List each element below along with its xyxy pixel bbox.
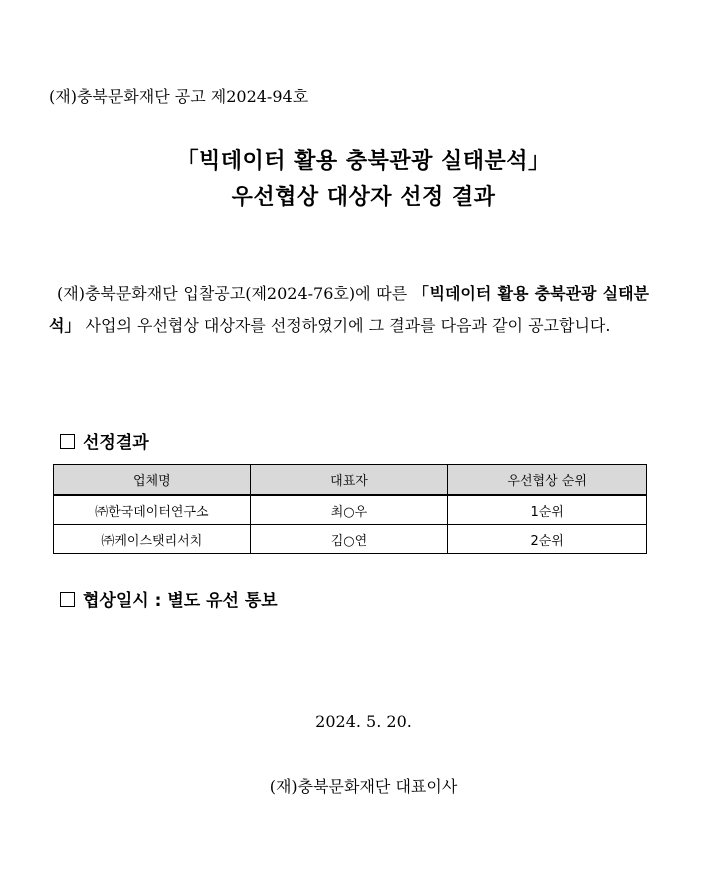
document-title-line2: 우선협상 대상자 선정 결과 (231, 185, 496, 210)
body-text-part2: 사업의 우선협상 대상자를 선정하였기에 그 결과를 다음과 같이 공고합니다. (80, 316, 611, 335)
results-heading-label: 선정결과 (83, 433, 149, 453)
table-row (54, 495, 647, 525)
rank-cell: 1순위 (448, 495, 647, 525)
table-header-row (54, 465, 647, 496)
representative-cell: 최○우 (250, 495, 448, 525)
issuer-signature: (재)충북문화재단 대표이사 (269, 777, 458, 796)
body-text-part1: (재)충북문화재단 입찰공고(제2024-76호)에 따른 (57, 284, 413, 303)
document-title-line1: 「빅데이터 활용 충북관광 실태분석」 (176, 149, 551, 174)
representative-cell: 김○연 (250, 525, 448, 554)
schedule-section-heading (60, 586, 278, 611)
company-cell: ㈜한국데이터연구소 (54, 495, 251, 525)
results-table (53, 464, 647, 554)
table-row (54, 525, 647, 554)
document-date: 2024. 5. 20. (315, 712, 412, 731)
notice-number: (재)충북문화재단 공고 제2024-94호 (49, 87, 309, 106)
column-header-rank: 우선협상 순위 (448, 465, 647, 496)
schedule-heading-label: 협상일시 : 별도 유선 통보 (83, 591, 278, 611)
rank-cell: 2순위 (448, 525, 647, 554)
body-paragraph (49, 278, 649, 342)
results-section-heading (60, 428, 149, 453)
company-cell: ㈜케이스탯리서치 (54, 525, 251, 554)
column-header-representative: 대표자 (250, 465, 448, 496)
checkbox-square-icon (60, 592, 75, 607)
checkbox-square-icon (60, 434, 75, 449)
body-project-name: 「빅데이터 활용 충북관광 실태분석」 (49, 284, 649, 335)
column-header-company: 업체명 (54, 465, 251, 496)
